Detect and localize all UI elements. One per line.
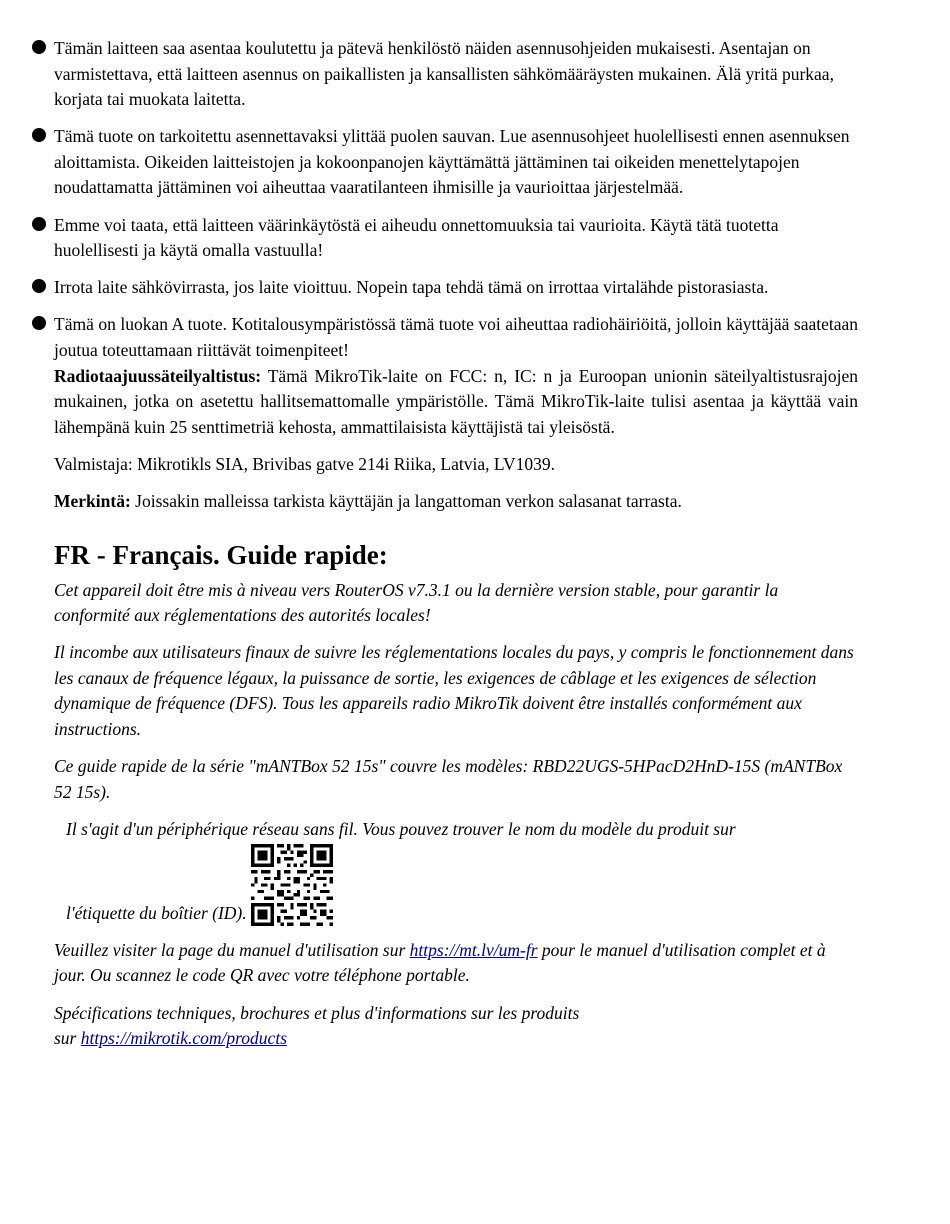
fr-device-label-paragraph [66,817,858,927]
fi-bullet-installation: Tämän laitteen saa asentaa koulutettu ja pätevä henkilöstö näiden asennusohjeiden mukaisesti. Asentajan on varmistettava, että laitteen asennus on paikallisten ja kansallisten sähkömääräysten mukainen. Älä yritä purkaa, korjata tai muokata laitetta. [54,36,858,113]
fr-manual-link[interactable]: https://mt.lv/um-fr [409,939,538,960]
fr-manual-text-before: Veuillez visiter la page du manuel d'utilisation sur [54,939,410,960]
fr-products-text: Spécifications techniques, brochures et plus d'informations sur les produits [54,1002,580,1023]
fr-manual-link-paragraph [54,938,858,989]
qr-code-icon[interactable] [251,844,333,926]
fi-bullet-disconnect: Irrota laite sähkövirrasta, jos laite vioittuu. Nopein tapa tehdä tämä on irrottaa virtalähde pistorasiasta. [54,275,858,301]
fi-radio-exposure-label: Radiotaajuussäteilyaltistus: [54,365,262,386]
fr-device-label-line1: Il s'agit d'un périphérique réseau sans fil. Vous pouvez trouver le nom du modèle du produit sur [66,818,736,839]
document-page [54,36,858,1063]
fi-bullet-mounting: Tämä tuote on tarkoitettu asennettavaksi ylittää puolen sauvan. Lue asennusohjeet huolellisesti ennen asennuksen aloittamista. Oikeiden laitteistojen ja kokoonpanojen käyttämättä jättäminen tai oikeiden menettelytapojen noudattamatta jättäminen voi aiheuttaa vaaratilanteen ihmisille ja vaurioittaa järjestelmää. [54,124,858,201]
fr-upgrade-notice: Cet appareil doit être mis à niveau vers RouterOS v7.3.1 ou la dernière version stable, pour garantir la conformité aux réglementations des autorités locales! [54,579,779,626]
fi-bullet-liability: Emme voi taata, että laitteen väärinkäytöstä ei aiheudu onnettomuuksia tai vaurioita. Käytä tätä tuotetta huolellisesti ja käytä omalla vastuulla! [54,213,858,264]
fi-radio-exposure [54,364,858,441]
fr-products-paragraph [54,1001,858,1052]
fi-note-label: Merkintä: [54,490,131,511]
fi-bullet-class-a: Tämä on luokan A tuote. Kotitalousympäristössä tämä tuote voi aiheuttaa radiohäiriöitä, jolloin käyttäjää saatetaan joutua toteuttamaan riittävät toimenpiteet! [54,312,858,363]
fr-products-link[interactable]: https://mikrotik.com/products [80,1028,287,1049]
fi-radio-exposure-text: Tämä MikroTik-laite on FCC: n, IC: n ja Euroopan unionin säteilyaltistusrajojen mukainen, jotka on asetettu hallitsemattomalle ympäristölle. Tämä MikroTik-laite tulisi asentaa ja käyttää vain lähempänä kuin 25 senttimetriä kehosta, ammattilaisista käyttäjistä tai yleisöstä. [54,365,858,437]
fr-manual-text-after: pour le manuel d'utilisation complet et à jour. Ou scannez le code QR avec votre téléphone portable. [54,939,826,986]
fr-products-sur: sur [54,1028,81,1049]
fr-section-heading: FR - Français. Guide rapide: [54,539,388,570]
fi-note [54,489,858,515]
fr-device-label-line2: l'étiquette du boîtier (ID). [66,902,247,923]
fr-model-coverage: Ce guide rapide de la série "mANTBox 52 15s" couvre les modèles: RBD22UGS-5HPacD2HnD-15S (mANTBox 52 15s). [54,756,843,802]
fi-note-text: Joissakin malleissa tarkista käyttäjän ja langattoman verkon salasanat tarrasta. [130,490,682,511]
fr-regulations: Il incombe aux utilisateurs finaux de suivre les réglementations locales du pays, y compris le fonctionnement dans les canaux de fréquence légaux, la puissance de sortie, les exigences de câblage et les exigences de sélection dynamique de fréquence (DFS). Tous les appareils radio MikroTik doivent être installés conformément aux instructions. [54,642,854,739]
fi-manufacturer: Valmistaja: Mikrotikls SIA, Brivibas gatve 214i Riika, Latvia, LV1039. [54,453,555,474]
